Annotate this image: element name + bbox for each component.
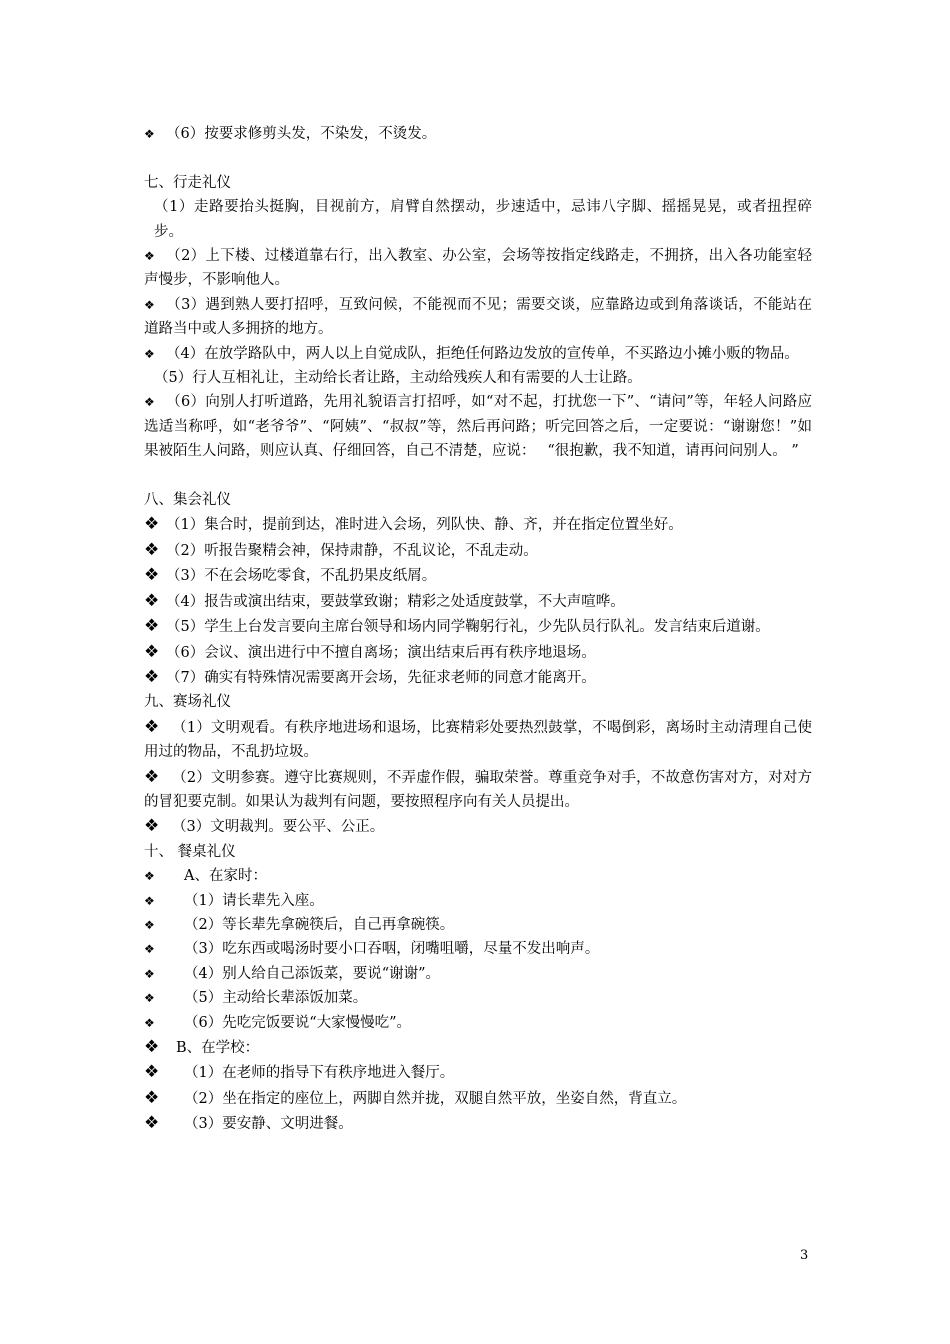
list-item: ❖ （5）学生上台发言要向主席台领导和场内同学鞠躬行礼，少先队员行队礼。发言结束后道谢。	[144, 614, 812, 639]
subsection-label-home: ❖ A、在家时：	[144, 864, 812, 888]
list-item: ❖ （2）听报告聚精会神，保持肃静，不乱议论，不乱走动。	[144, 538, 812, 563]
list-item: ❖ （4）在放学路队中，两人以上自觉成队，拒绝任何路边发放的宣传单，不买路边小摊小贩的物品。	[144, 342, 812, 366]
list-item: ❖ （2）等长辈先拿碗筷后，自己再拿碗筷。	[144, 913, 812, 937]
list-item: ❖ （7）确实有特殊情况需要离开会场，先征求老师的同意才能离开。	[144, 665, 812, 690]
list-item: ❖ （3）文明裁判。要公平、公正。	[144, 814, 812, 839]
list-item: ❖ （5）主动给长辈添饭加菜。	[144, 986, 812, 1010]
section-heading-dining: 十、 餐桌礼仪	[144, 843, 236, 860]
list-item: ❖ （6）先吃完饭要说“大家慢慢吃”。	[144, 1011, 812, 1035]
bullet-icon: ❖	[144, 766, 160, 787]
bullet-icon: ❖	[144, 346, 155, 361]
list-item: ❖ （1）文明观看。有秩序地进场和退场，比赛精彩处要热烈鼓掌，不喝倒彩，离场时主动清理自己使用过的物品，不乱扔垃圾。	[144, 716, 812, 761]
bullet-icon: ❖	[144, 249, 155, 264]
list-item: ❖ （2）文明参赛。遵守比赛规则，不弄虚作假，骗取荣誉。尊重竞争对手，不故意伤害对方，对对方的冒犯要克制。如果认为裁判有问题，要按照程序向有关人员提出。	[144, 766, 812, 810]
section-heading-sports: 九、赛场礼仪	[144, 694, 231, 711]
bullet-icon: ❖	[144, 1113, 160, 1134]
section-heading-walking: 七、行走礼仪	[144, 174, 231, 191]
bullet-icon: ❖	[144, 395, 155, 410]
list-item: ❖ （1）请长辈先入座。	[144, 889, 812, 913]
bullet-icon: ❖	[144, 1062, 160, 1083]
document-body	[144, 122, 812, 1137]
bullet-icon: ❖	[144, 917, 155, 932]
list-item: （1）走路要抬头挺胸，目视前方，肩臂自然摆动，步速适中，忌讳八字脚、摇摇晃晃，或者扭捏碎步。	[154, 199, 812, 240]
list-item: ❖ （4）报告或演出结束，要鼓掌致谢；精彩之处适度鼓掌，不大声喧哗。	[144, 589, 812, 614]
list-item: ❖ （3）要安静、文明进餐。	[144, 1111, 812, 1136]
subsection-label-school: ❖ B、在学校：	[144, 1035, 812, 1060]
bullet-icon: ❖	[144, 1037, 160, 1057]
bullet-icon: ❖	[144, 1087, 160, 1108]
bullet-icon: ❖	[144, 666, 160, 687]
list-item: （5）行人互相礼让，主动给长者让路，主动给残疾人和有需要的人士让路。	[154, 370, 642, 387]
list-item: ❖ （3）不在会场吃零食，不乱扔果皮纸屑。	[144, 563, 812, 588]
bullet-icon: ❖	[144, 616, 160, 637]
bullet-icon: ❖	[144, 1015, 155, 1030]
bullet-icon: ❖	[144, 966, 155, 981]
bullet-icon: ❖	[144, 816, 160, 837]
bullet-icon: ❖	[144, 297, 155, 312]
page-number: 3	[800, 1248, 809, 1263]
bullet-icon: ❖	[144, 893, 155, 908]
list-item: ❖ （6）按要求修剪头发，不染发，不烫发。	[144, 122, 812, 146]
list-item: ❖ （2）上下楼、过楼道靠右行，出入教室、办公室，会场等按指定线路走，不拥挤，出入各功能室轻声慢步，不影响他人。	[144, 244, 812, 293]
list-item: ❖ （6）向别人打听道路，先用礼貌语言打招呼，如“对不起，打扰您一下”、“请问”等，年轻人问路应选适当称呼，如“老爷爷”、“阿姨”、“叔叔”等，然后再问路；听完回答之后，一定要说：“谢谢您！”如果被陌生人问路，则应认真、仔细回答，自己不清楚，应说： “很抱歉，我不知道，请再问问别人。 ”	[144, 390, 812, 463]
bullet-icon: ❖	[144, 641, 160, 662]
bullet-icon: ❖	[144, 514, 160, 535]
bullet-icon: ❖	[144, 942, 155, 957]
list-item: ❖ （2）坐在指定的座位上，两脚自然并拢，双腿自然平放，坐姿自然，背直立。	[144, 1086, 812, 1111]
bullet-icon: ❖	[144, 869, 155, 884]
section-heading-assembly: 八、集会礼仪	[144, 492, 231, 509]
list-item: ❖ （4）别人给自己添饭菜，要说“谢谢”。	[144, 962, 812, 986]
bullet-icon: ❖	[144, 716, 160, 737]
list-item: ❖ （3）吃东西或喝汤时要小口吞咽，闭嘴咀嚼，尽量不发出响声。	[144, 937, 812, 961]
list-item: ❖ （6）会议、演出进行中不擅自离场；演出结束后再有秩序地退场。	[144, 640, 812, 665]
list-item: ❖ （3）遇到熟人要打招呼，互致问候，不能视而不见；需要交谈，应靠路边或到角落谈话，不能站在道路当中或人多拥挤的地方。	[144, 293, 812, 342]
bullet-icon: ❖	[144, 127, 155, 141]
bullet-icon: ❖	[144, 539, 160, 560]
list-item: ❖ （1）集合时，提前到达，准时进入会场，列队快、静、齐，并在指定位置坐好。	[144, 512, 812, 537]
bullet-icon: ❖	[144, 565, 160, 586]
list-item: ❖ （1）在老师的指导下有秩序地进入餐厅。	[144, 1060, 812, 1085]
bullet-icon: ❖	[144, 991, 155, 1006]
bullet-icon: ❖	[144, 590, 160, 611]
